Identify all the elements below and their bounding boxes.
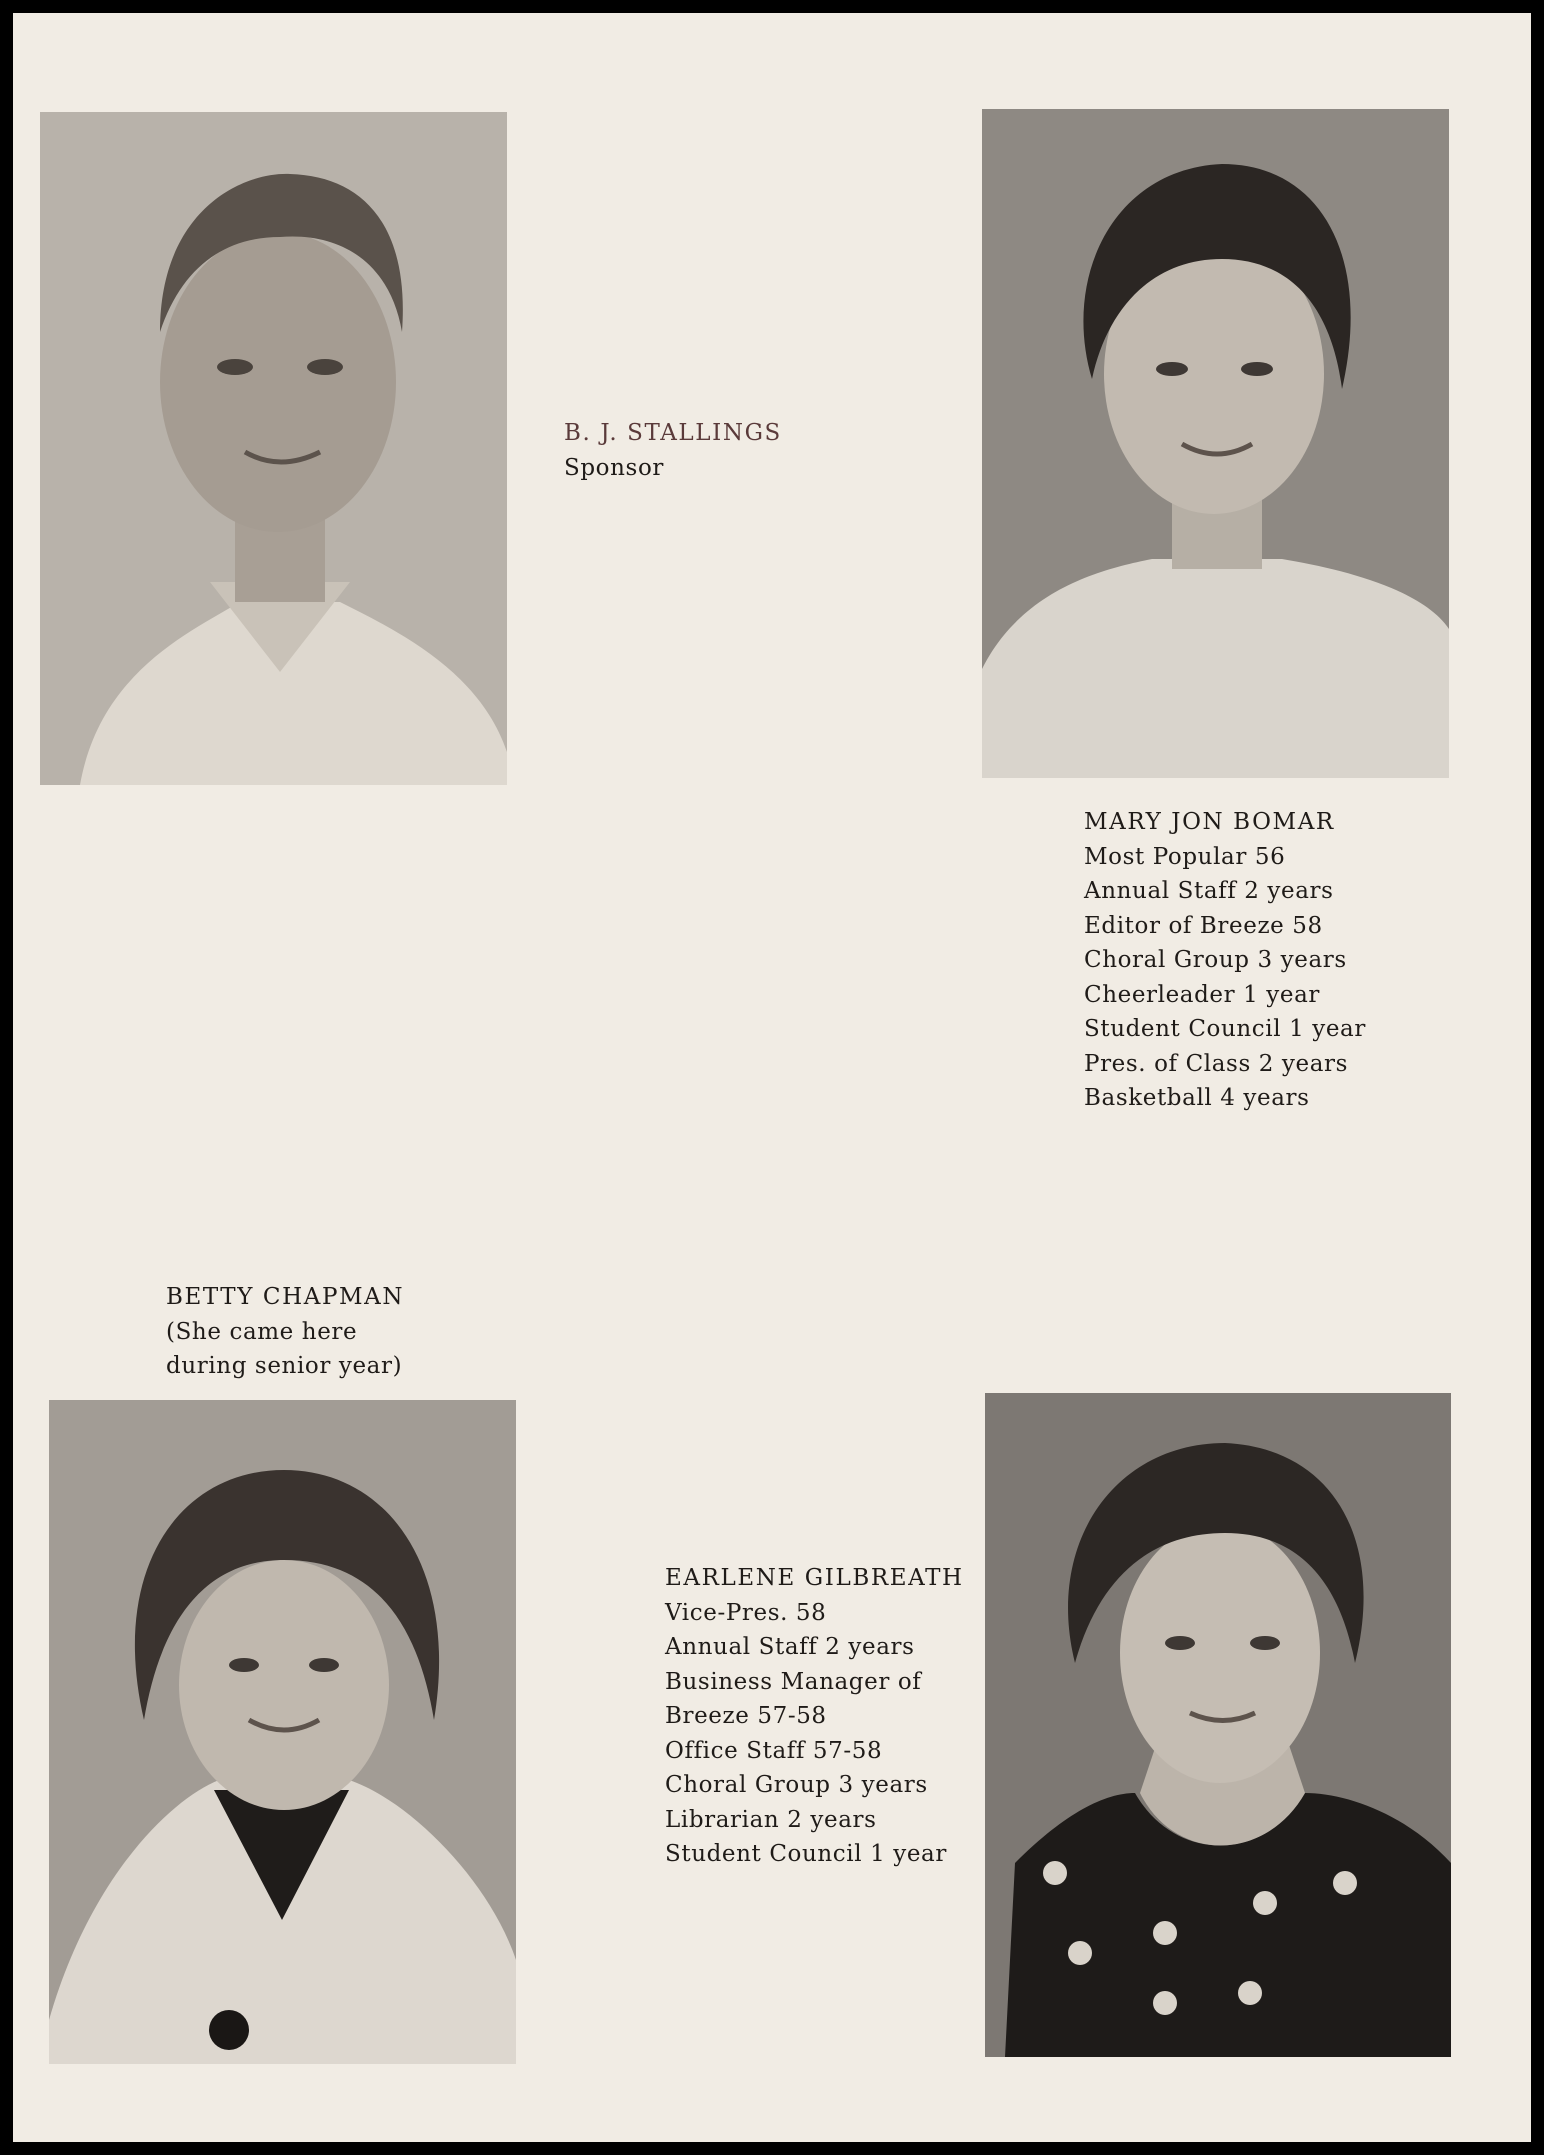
caption-stallings [564,416,782,485]
note-line: during senior year) [166,1353,403,1379]
activity-line: Breeze 57-58 [665,1703,827,1729]
activity-line: Vice-Pres. 58 [665,1599,827,1626]
portrait-photo-bomar [982,109,1449,778]
activity-line: Student Council 1 year [665,1841,947,1867]
person-name: MARY JON BOMAR [1084,809,1335,835]
activity-line: Student Council 1 year [1084,1016,1366,1042]
portrait-photo-gilbreath [985,1393,1451,2057]
caption-chapman [166,1280,404,1384]
portrait-photo-chapman [49,1400,516,2064]
activity-line: Editor of Breeze 58 [1084,912,1323,939]
activity-line: Pres. of Class 2 years [1084,1050,1349,1077]
activity-line: Annual Staff 2 years [1084,878,1334,904]
activity-line: Librarian 2 years [665,1806,877,1833]
activity-line: Choral Group 3 years [1084,947,1347,973]
person-name: B. J. STALLINGS [564,420,782,446]
activity-line: Business Manager of [665,1668,922,1695]
caption-gilbreath [665,1561,964,1872]
activity-line: Choral Group 3 years [665,1772,928,1798]
person-name: BETTY CHAPMAN [166,1284,405,1310]
activity-line: Basketball 4 years [1084,1085,1310,1111]
yearbook-page [13,13,1531,2142]
activity-line: Most Popular 56 [1084,843,1286,870]
activity-line: Annual Staff 2 years [665,1634,915,1660]
activity-line: Cheerleader 1 year [1084,981,1321,1008]
person-role: Sponsor [564,454,664,481]
caption-bomar [1084,805,1366,1116]
person-name: EARLENE GILBREATH [665,1565,964,1591]
activity-line: Office Staff 57-58 [665,1737,883,1764]
portrait-photo-stallings [40,112,507,785]
note-line: (She came here [166,1318,358,1345]
